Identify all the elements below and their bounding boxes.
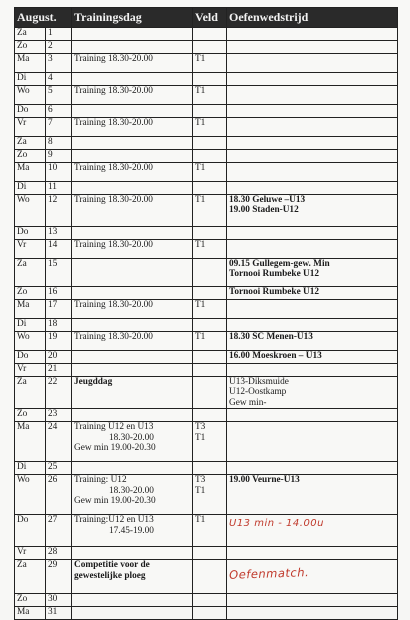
table-row — [15, 319, 398, 332]
table-row — [15, 195, 398, 227]
veld-line: T1 — [195, 195, 206, 205]
training-line: Training 18.30-20.00 — [74, 54, 153, 64]
day-cell: Ma — [15, 422, 46, 462]
training-schedule-table — [14, 7, 398, 620]
veld-cell — [193, 259, 227, 287]
table-row — [15, 182, 398, 195]
day-cell: Za — [15, 28, 46, 41]
table-row — [15, 28, 398, 41]
veld-line: T3 — [195, 422, 206, 433]
training-cell — [72, 259, 193, 287]
training-cell — [72, 607, 193, 620]
training-cell — [72, 377, 193, 409]
training-line: Competitie voor de — [74, 560, 150, 571]
veld-cell — [193, 86, 227, 105]
training-line: Training U12 en U13 — [74, 422, 154, 433]
table-row — [15, 560, 398, 594]
training-line: Training 18.30-20.00 — [74, 86, 153, 96]
schedule-body — [15, 28, 398, 620]
match-cell — [227, 409, 398, 422]
match-cell — [227, 332, 398, 351]
training-cell — [72, 163, 193, 182]
match-line: 18.30 SC Menen-U13 — [229, 332, 313, 342]
day-cell: Do — [15, 515, 46, 547]
match-cell — [227, 462, 398, 475]
day-cell: Ma — [15, 300, 46, 319]
training-cell — [72, 41, 193, 54]
table-row — [15, 259, 398, 287]
header-oefenwedstrijd: Oefenwedstrijd — [227, 8, 398, 28]
table-row — [15, 137, 398, 150]
match-line: 19.00 Staden-U12 — [229, 205, 299, 216]
match-cell — [227, 227, 398, 240]
date-cell: 14 — [46, 240, 72, 259]
date-cell: 9 — [46, 150, 72, 163]
veld-cell — [193, 118, 227, 137]
training-line: Training 18.30-20.00 — [74, 163, 153, 173]
table-row — [15, 475, 398, 515]
veld-cell — [193, 462, 227, 475]
training-line: Training 18.30-20.00 — [74, 118, 153, 128]
match-cell — [227, 240, 398, 259]
training-cell — [72, 300, 193, 319]
veld-line: T1 — [195, 86, 206, 96]
table-row — [15, 86, 398, 105]
training-line: 18.30-20.00 — [109, 485, 154, 496]
table-row — [15, 351, 398, 364]
veld-cell — [193, 54, 227, 73]
table-row — [15, 607, 398, 620]
date-cell: 21 — [46, 364, 72, 377]
training-cell — [72, 364, 193, 377]
training-line: Training 18.30-20.00 — [74, 195, 153, 205]
match-cell — [227, 300, 398, 319]
match-line: 09.15 Gullegem-gew. Min — [229, 259, 330, 269]
day-cell: Wo — [15, 86, 46, 105]
header-trainingsdag: Trainingsdag — [72, 8, 193, 28]
veld-cell — [193, 364, 227, 377]
day-cell: Di — [15, 319, 46, 332]
date-cell: 1 — [46, 28, 72, 41]
table-row — [15, 163, 398, 182]
table-row — [15, 73, 398, 86]
veld-cell — [193, 332, 227, 351]
date-cell: 15 — [46, 259, 72, 287]
date-cell: 18 — [46, 319, 72, 332]
training-cell — [72, 227, 193, 240]
veld-cell — [193, 300, 227, 319]
match-cell — [227, 594, 398, 607]
match-line: Tornooi Rumbeke U12 — [229, 269, 320, 280]
training-cell — [72, 462, 193, 475]
match-line: 16.00 Moeskroen – U13 — [229, 351, 322, 361]
match-cell — [227, 287, 398, 300]
day-cell: Za — [15, 137, 46, 150]
veld-cell — [193, 607, 227, 620]
day-cell: Za — [15, 560, 46, 594]
training-cell — [72, 409, 193, 422]
veld-cell — [193, 73, 227, 86]
match-cell — [227, 182, 398, 195]
match-line: U12-Oostkamp — [229, 387, 287, 398]
veld-cell — [193, 377, 227, 409]
date-cell: 25 — [46, 462, 72, 475]
day-cell: Ma — [15, 163, 46, 182]
day-cell: Za — [15, 377, 46, 409]
veld-cell — [193, 28, 227, 41]
training-cell — [72, 332, 193, 351]
date-cell: 2 — [46, 41, 72, 54]
match-cell — [227, 422, 398, 462]
match-cell — [227, 195, 398, 227]
training-cell — [72, 560, 193, 594]
header-month: August. — [15, 8, 72, 28]
match-cell — [227, 259, 398, 287]
match-cell — [227, 351, 398, 364]
date-cell: 5 — [46, 86, 72, 105]
veld-cell — [193, 547, 227, 560]
match-line: U13-Diksmuide — [229, 377, 289, 387]
training-cell — [72, 182, 193, 195]
veld-line: T1 — [195, 118, 206, 128]
date-cell: 24 — [46, 422, 72, 462]
veld-cell — [193, 560, 227, 594]
date-cell: 17 — [46, 300, 72, 319]
table-row — [15, 409, 398, 422]
veld-cell — [193, 227, 227, 240]
veld-cell — [193, 240, 227, 259]
day-cell: Zo — [15, 150, 46, 163]
training-cell — [72, 422, 193, 462]
date-cell: 7 — [46, 118, 72, 137]
training-line: Gew min 19.00-20.30 — [74, 443, 156, 454]
match-cell — [227, 163, 398, 182]
match-cell — [227, 607, 398, 620]
date-cell: 16 — [46, 287, 72, 300]
match-cell — [227, 118, 398, 137]
training-line: Training: U12 — [74, 475, 127, 486]
training-cell — [72, 351, 193, 364]
training-line: Jeugddag — [74, 377, 113, 387]
day-cell: Di — [15, 73, 46, 86]
date-cell: 22 — [46, 377, 72, 409]
table-row — [15, 377, 398, 409]
day-cell: Vr — [15, 118, 46, 137]
table-row — [15, 332, 398, 351]
day-cell: Vr — [15, 364, 46, 377]
date-cell: 27 — [46, 515, 72, 547]
handwritten-note: Oefenmatch. — [228, 565, 310, 583]
training-cell — [72, 105, 193, 118]
match-cell — [227, 150, 398, 163]
table-row — [15, 105, 398, 118]
table-row — [15, 422, 398, 462]
match-line: Tornooi Rumbeke U12 — [229, 287, 320, 297]
date-cell: 4 — [46, 73, 72, 86]
veld-line: T1 — [195, 332, 206, 342]
training-cell — [72, 118, 193, 137]
match-line: 19.00 Veurne-U13 — [229, 475, 300, 486]
date-cell: 11 — [46, 182, 72, 195]
training-cell — [72, 137, 193, 150]
match-line: Gew min- — [229, 397, 267, 408]
day-cell: Wo — [15, 195, 46, 227]
day-cell: Vr — [15, 547, 46, 560]
training-cell — [72, 547, 193, 560]
training-cell — [72, 240, 193, 259]
training-cell — [72, 515, 193, 547]
table-row — [15, 300, 398, 319]
day-cell: Zo — [15, 594, 46, 607]
match-cell — [227, 547, 398, 560]
match-cell — [227, 73, 398, 86]
date-cell: 3 — [46, 54, 72, 73]
veld-cell — [193, 287, 227, 300]
day-cell: Zo — [15, 41, 46, 54]
veld-cell — [193, 195, 227, 227]
veld-cell — [193, 163, 227, 182]
training-cell — [72, 287, 193, 300]
table-row — [15, 515, 398, 547]
match-cell — [227, 515, 398, 547]
veld-cell — [193, 594, 227, 607]
table-row — [15, 462, 398, 475]
veld-cell — [193, 351, 227, 364]
veld-cell — [193, 137, 227, 150]
match-cell — [227, 560, 398, 594]
day-cell: Do — [15, 105, 46, 118]
date-cell: 19 — [46, 332, 72, 351]
veld-line: T1 — [195, 300, 206, 310]
date-cell: 30 — [46, 594, 72, 607]
header-row — [15, 8, 398, 28]
table-row — [15, 240, 398, 259]
date-cell: 8 — [46, 137, 72, 150]
date-cell: 13 — [46, 227, 72, 240]
match-cell — [227, 105, 398, 118]
match-cell — [227, 137, 398, 150]
veld-line: T1 — [195, 240, 206, 250]
handwritten-note: U13 min - 14.00u — [229, 518, 325, 530]
day-cell: Wo — [15, 332, 46, 351]
day-cell: Vr — [15, 240, 46, 259]
table-row — [15, 594, 398, 607]
training-cell — [72, 150, 193, 163]
date-cell: 26 — [46, 475, 72, 515]
training-cell — [72, 73, 193, 86]
match-cell — [227, 28, 398, 41]
date-cell: 20 — [46, 351, 72, 364]
training-line: Training 18.30-20.00 — [74, 240, 153, 250]
table-row — [15, 287, 398, 300]
table-row — [15, 547, 398, 560]
match-cell — [227, 319, 398, 332]
veld-cell — [193, 515, 227, 547]
veld-cell — [193, 319, 227, 332]
training-line: Training 18.30-20.00 — [74, 300, 153, 310]
table-row — [15, 227, 398, 240]
date-cell: 28 — [46, 547, 72, 560]
training-cell — [72, 475, 193, 515]
training-cell — [72, 319, 193, 332]
date-cell: 10 — [46, 163, 72, 182]
day-cell: Ma — [15, 607, 46, 620]
veld-line: T1 — [195, 54, 206, 64]
day-cell: Zo — [15, 409, 46, 422]
veld-line: T1 — [195, 485, 206, 496]
match-line: 18.30 Geluwe –U13 — [229, 195, 306, 205]
veld-line: T1 — [195, 515, 206, 526]
table-row — [15, 118, 398, 137]
date-cell: 12 — [46, 195, 72, 227]
veld-cell — [193, 105, 227, 118]
match-cell — [227, 54, 398, 73]
day-cell: Zo — [15, 287, 46, 300]
training-line: Gew min 19.00-20.30 — [74, 496, 156, 507]
training-line: 17.45-19.00 — [109, 525, 154, 536]
training-line: gewestelijke ploeg — [74, 570, 146, 581]
date-cell: 23 — [46, 409, 72, 422]
day-cell: Za — [15, 259, 46, 287]
match-cell — [227, 86, 398, 105]
table-row — [15, 41, 398, 54]
training-cell — [72, 28, 193, 41]
training-cell — [72, 86, 193, 105]
table-row — [15, 54, 398, 73]
date-cell: 31 — [46, 607, 72, 620]
veld-line: T1 — [195, 163, 206, 173]
header-veld: Veld — [193, 8, 227, 28]
match-cell — [227, 364, 398, 377]
day-cell: Di — [15, 462, 46, 475]
veld-line: T3 — [195, 475, 206, 486]
day-cell: Do — [15, 351, 46, 364]
training-line: Training 18.30-20.00 — [74, 332, 153, 342]
training-cell — [72, 54, 193, 73]
training-cell — [72, 195, 193, 227]
veld-cell — [193, 422, 227, 462]
training-line: 18.30-20.00 — [109, 432, 154, 443]
veld-line: T1 — [195, 432, 206, 443]
training-line: Training:U12 en U13 — [74, 515, 154, 526]
table-row — [15, 150, 398, 163]
training-cell — [72, 594, 193, 607]
veld-cell — [193, 150, 227, 163]
veld-cell — [193, 475, 227, 515]
match-cell — [227, 377, 398, 409]
day-cell: Do — [15, 227, 46, 240]
match-cell — [227, 475, 398, 515]
day-cell: Di — [15, 182, 46, 195]
date-cell: 29 — [46, 560, 72, 594]
day-cell: Ma — [15, 54, 46, 73]
table-row — [15, 364, 398, 377]
veld-cell — [193, 182, 227, 195]
veld-cell — [193, 409, 227, 422]
veld-cell — [193, 41, 227, 54]
date-cell: 6 — [46, 105, 72, 118]
day-cell: Wo — [15, 475, 46, 515]
match-cell — [227, 41, 398, 54]
